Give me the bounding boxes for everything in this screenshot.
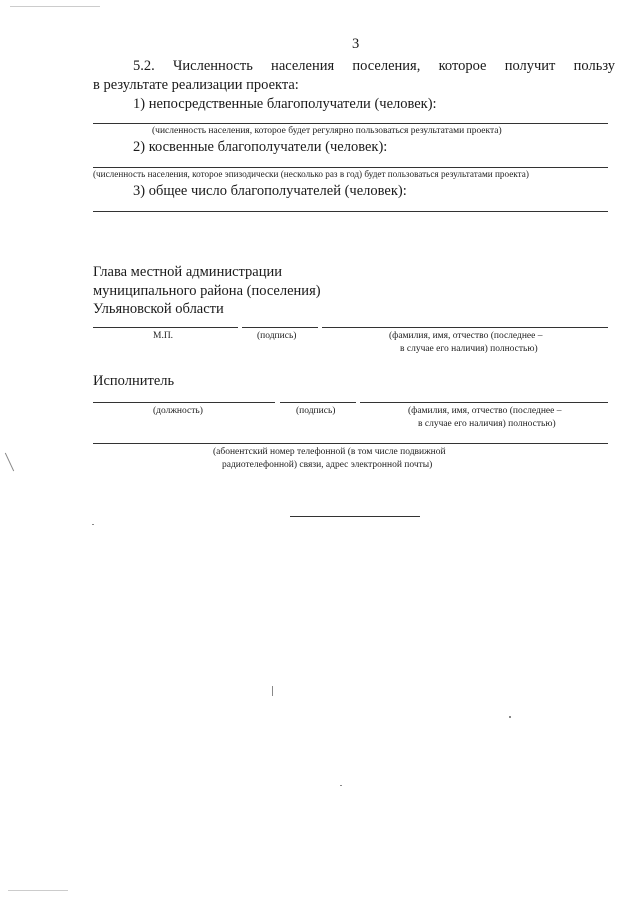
indirect-beneficiaries-caption: (численность населения, которое эпизодически (несколько раз в год) будет пользоваться результатами проекта)	[93, 169, 529, 179]
head-signature-caption: (подпись)	[257, 331, 297, 341]
head-stamp-caption: М.П.	[153, 331, 174, 341]
head-title-line1: Глава местной администрации	[93, 264, 283, 280]
executor-name-line	[360, 402, 608, 403]
head-name-line	[322, 327, 608, 328]
scan-speck	[340, 785, 342, 786]
executor-name-caption-line2: в случае его наличия) полностью)	[418, 419, 556, 429]
head-title-line2: муниципального района (поселения)	[93, 283, 321, 299]
head-name-caption-line1: (фамилия, имя, отчество (последнее –	[389, 331, 543, 341]
scan-speck	[92, 524, 94, 525]
head-name-caption-line2: в случае его наличия) полностью)	[400, 344, 538, 354]
section-paragraph-continuation: в результате реализации проекта:	[93, 77, 299, 93]
direct-beneficiaries-line	[93, 123, 608, 124]
end-separator-line	[290, 516, 420, 517]
executor-signature-line	[280, 402, 356, 403]
executor-contact-caption-line1: (абонентский номер телефонной (в том числе подвижной	[213, 447, 446, 457]
executor-label: Исполнитель	[93, 373, 175, 389]
head-stamp-line	[93, 327, 238, 328]
item-total-beneficiaries: 3) общее число благополучателей (человек):	[133, 183, 407, 199]
head-title-line3: Ульяновской области	[93, 301, 224, 317]
scan-edge-top	[10, 6, 100, 7]
scan-mark-left	[5, 453, 14, 472]
item-direct-beneficiaries: 1) непосредственные благополучатели (человек):	[133, 96, 437, 112]
scan-speck	[509, 716, 511, 718]
section-paragraph-start: 5.2. Численность населения поселения, которое получит пользу	[133, 58, 615, 74]
executor-signature-caption: (подпись)	[296, 406, 336, 416]
executor-position-line	[93, 402, 275, 403]
executor-contact-line	[93, 443, 608, 444]
executor-contact-caption-line2: радиотелефонной) связи, адрес электронной почты)	[222, 460, 433, 470]
indirect-beneficiaries-line	[93, 167, 608, 168]
executor-position-caption: (должность)	[153, 406, 203, 416]
page-number: 3	[352, 36, 360, 52]
direct-beneficiaries-caption: (численность населения, которое будет регулярно пользоваться результатами проекта)	[152, 126, 502, 136]
item-indirect-beneficiaries: 2) косвенные благополучатели (человек):	[133, 139, 388, 155]
scan-mark-center	[272, 686, 273, 696]
executor-name-caption-line1: (фамилия, имя, отчество (последнее –	[408, 406, 562, 416]
head-signature-line	[242, 327, 318, 328]
scan-edge-bottom	[8, 890, 68, 891]
total-beneficiaries-line	[93, 211, 608, 212]
